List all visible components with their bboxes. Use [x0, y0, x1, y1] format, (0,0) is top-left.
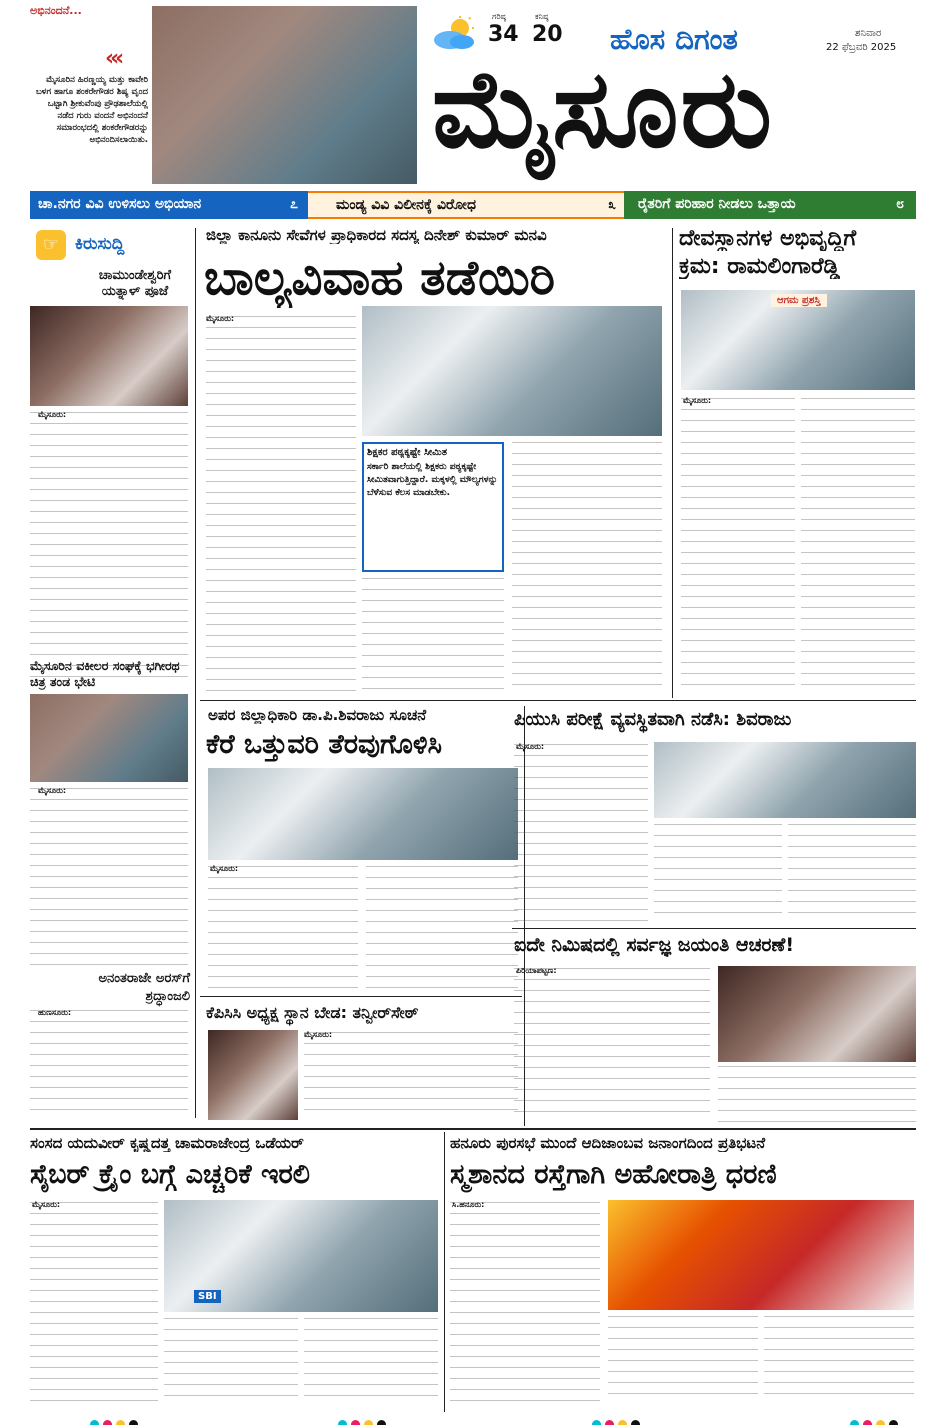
cremation-story — [448, 1132, 916, 1412]
story-dateline: ಮೈಸೂರು: — [32, 1200, 61, 1209]
story-headline: ಕೆರೆ ಒತ್ತುವರಿ ತೆರವುಗೊಳಿಸಿ — [206, 729, 442, 760]
story-kicker: ಸಂಸದ ಯದುವೀರ್ ಕೃಷ್ಣದತ್ತ ಚಾಮರಾಜೇಂದ್ರ ಒಡೆಯರ್ — [30, 1134, 304, 1152]
temp-min: 20 — [532, 22, 563, 47]
date: 22 ಫೆಬ್ರವರಿ 2025 — [826, 42, 897, 53]
story-body — [362, 578, 504, 691]
city-title: ಮೈಸೂರು — [432, 47, 774, 172]
divider — [444, 1132, 445, 1412]
lake-story — [200, 706, 522, 994]
masthead — [0, 0, 945, 185]
registration-marks — [88, 1414, 140, 1425]
left-column — [30, 228, 190, 1118]
chevron-left-icon: ‹‹‹ — [105, 46, 121, 71]
puc-story — [512, 706, 918, 926]
temp-min-label: ಕನಿಷ್ಠ — [535, 12, 549, 21]
cyber-story — [30, 1132, 440, 1412]
praise-box — [30, 4, 150, 182]
ticker-item — [624, 191, 916, 219]
sarvagna-photo — [718, 966, 916, 1062]
brief-label: ಕಿರುಸುದ್ದಿ — [75, 234, 125, 254]
divider — [200, 996, 522, 997]
lead-story — [200, 226, 668, 696]
story-headline: ದೇವಸ್ಥಾನಗಳ ಅಭಿವೃದ್ಧಿಗೆ — [679, 226, 857, 251]
bank-sign: SBI — [194, 1290, 221, 1303]
kpcc-photo — [208, 1030, 298, 1120]
story-headline: ಬಾಲ್ಯವಿವಾಹ ತಡೆಯಿರಿ — [204, 250, 555, 306]
ticker-page: ೮ — [896, 196, 904, 212]
praise-label: ಅಭಿನಂದನೆ... — [30, 4, 82, 17]
story-body — [208, 866, 358, 990]
story-headline: ಅನಂತರಾಜೇ ಅರಸ್‌ಗೆ ಶ್ರದ್ಧಾಂಜಲಿ — [98, 971, 190, 1004]
temple-story — [677, 226, 917, 696]
ticker-text: ಚಾ.ನಗರ ವಿವಿ ಉಳಿಸಲು ಅಭಿಯಾನ — [38, 196, 202, 212]
story-headline: ಕೆಪಿಸಿಸಿ ಅಧ್ಯಕ್ಷ ಸ್ಥಾನ ಬೇಡ: ತನ್ವೀರ್‌ಸೇಠ್ — [206, 1003, 419, 1022]
story-kicker: ಜಿಲ್ಲಾ ಕಾನೂನು ಸೇವೆಗಳ ಪ್ರಾಧಿಕಾರದ ಸದಸ್ಯ ದಿನೇಶ್ ಕುಮಾರ್ ಮನವಿ — [206, 226, 547, 244]
story-body — [164, 1318, 298, 1404]
story-headline: ಸೈಬರ್ ಕ್ರೈಂ ಬಗ್ಗೆ ಎಚ್ಚರಿಕೆ ಇರಲಿ — [30, 1159, 310, 1190]
story-dateline: ಸಿ.ಹನೂರು: — [452, 1200, 485, 1209]
divider — [200, 700, 916, 701]
hand-icon: ☞ — [36, 230, 66, 260]
lake-photo — [208, 768, 518, 860]
story-headline: ಮೈಸೂರಿನ ವಕೀಲರ ಸಂಘಕ್ಕೆ ಭಗೀರಥ ಚಿತ್ರ ತಂಡ ಭೇಟಿ — [30, 658, 180, 689]
story-dateline: ಮೈಸೂರು: — [206, 314, 235, 323]
ticker-item — [308, 191, 624, 219]
sarvagna-story — [512, 930, 918, 1126]
cremation-photo — [608, 1200, 914, 1310]
brief-header — [30, 228, 190, 262]
story-kicker: ಅಪರ ಜಿಲ್ಲಾಧಿಕಾರಿ ಡಾ.ಪಿ.ಶಿವರಾಜು ಸೂಚನೆ — [208, 706, 427, 724]
temp-max: 34 — [488, 22, 519, 47]
ticker-page: ೭ — [290, 196, 298, 212]
story-body — [788, 824, 916, 922]
ticker-item — [30, 191, 308, 219]
story-dateline: ಮೈಸೂರು: — [516, 742, 545, 751]
story-body — [366, 866, 518, 990]
registration-marks — [336, 1414, 388, 1425]
story-dateline: ಮೈಸೂರು: — [304, 1030, 333, 1039]
story-photo — [30, 694, 188, 782]
story-photo — [30, 306, 188, 406]
ticker-text: ರೈತರಿಗೆ ಪರಿಹಾರ ನೀಡಲು ಒತ್ತಾಯ — [638, 196, 796, 212]
divider — [512, 928, 916, 929]
temple-photo — [681, 290, 915, 390]
story-body — [512, 442, 662, 692]
story-body — [30, 412, 188, 682]
paper-name: ಹೊಸ ದಿಗಂತ — [610, 22, 738, 56]
ticker-page: ೩ — [608, 197, 616, 213]
story-body — [304, 1318, 438, 1404]
story-body — [654, 824, 782, 922]
story-dateline: ಮೈಸೂರು: — [38, 410, 67, 419]
story-headline: ಕ್ರಮ: ರಾಮಲಿಂಗಾರೆಡ್ಡಿ — [679, 254, 840, 279]
story-dateline: ಪಿರಿಯಾಪಟ್ಟಣ: — [516, 966, 557, 975]
story-body — [30, 1202, 158, 1404]
story-body — [681, 398, 795, 688]
story-body — [514, 744, 648, 922]
temple-banner: ಆಗಮ ಪ್ರಶಸ್ತಿ — [771, 294, 827, 307]
story-dateline: ಮೈಸೂರು: — [38, 786, 67, 795]
divider — [195, 228, 196, 1118]
story-headline: ಪಿಯುಸಿ ಪರೀಕ್ಷೆ ವ್ಯವಸ್ಥಿತವಾಗಿ ನಡೆಸಿ: ಶಿವರಾಜು — [514, 709, 792, 730]
story-body — [206, 316, 356, 691]
story-body — [718, 1066, 916, 1122]
divider — [672, 228, 673, 698]
story-headline: ಸ್ಮಶಾನದ ರಸ್ತೆಗಾಗಿ ಅಹೋರಾತ್ರಿ ಧರಣಿ — [450, 1159, 777, 1190]
registration-marks — [848, 1414, 900, 1425]
ticker-text: ಮಂಡ್ಯ ವಿವಿ ವಿಲೀನಕ್ಕೆ ವಿರೋಧ — [336, 197, 477, 213]
story-body — [608, 1316, 758, 1404]
pullquote — [362, 442, 504, 572]
story-body — [764, 1316, 914, 1404]
ticker-bar — [30, 191, 916, 219]
story-headline: ಚಾಮುಂಡೇಶ್ವರಿಗೆ ಯತ್ನಾಳ್ ಪೂಜೆ — [98, 268, 172, 299]
story-body — [801, 398, 915, 688]
pullquote-head: ಶಿಕ್ಷಕರ ಪಠ್ಯಕ್ಕಷ್ಟೇ ಸೀಮಿತ — [367, 447, 448, 458]
story-dateline: ಹುಣಸೂರು: — [38, 1008, 72, 1017]
story-kicker: ಹನೂರು ಪುರಸಭೆ ಮುಂದೆ ಆದಿಜಾಂಬವ ಜನಾಂಗದಿಂದ ಪ್ರತಿಭಟನೆ — [450, 1134, 766, 1152]
story-body — [304, 1032, 518, 1120]
story-dateline: ಮೈಸೂರು: — [210, 864, 239, 873]
cyber-photo — [164, 1200, 438, 1312]
story-body — [30, 1010, 188, 1116]
story-body — [450, 1202, 600, 1404]
story-body — [514, 968, 710, 1122]
story-dateline: ಮೈಸೂರು: — [683, 396, 712, 405]
praise-text: ಮೈಸೂರಿನ ಹಿರಣ್ಣಯ್ಯ ಮತ್ತು ಕಾವೇರಿ ಬಳಗ ಹಾಗೂ ಶಂಕರೇಗೌಡರ ಶಿಷ್ಯ ವೃಂದ ಒಟ್ಟಾಗಿ ಶ್ರೀಕುವೆಂಪು ಪ್ರೌಢಶಾಲೆಯಲ್ಲಿ ನಡೆದ ಗುರು ವಂದನೆ ಅಭಿನಂದನೆ ಸಮಾರಂಭದಲ್ಲಿ ಶಂಕರೇಗೌಡರನ್ನು ಅಭಿನಂದಿಸಲಾಯಿತು. — [35, 75, 148, 145]
story-body — [30, 788, 188, 968]
puc-photo — [654, 742, 916, 818]
pullquote-body: ಸರ್ಕಾರಿ ಶಾಲೆಯಲ್ಲಿ ಶಿಕ್ಷಕರು ಪಠ್ಯಕ್ಕಷ್ಟೇ ಸೀಮಿತವಾಗುತ್ತಿದ್ದಾರೆ. ಮಕ್ಕಳಲ್ಲಿ ಮೌಲ್ಯಗಳನ್ನು ಬೆಳೆಸುವ ಕೆಲಸ ಮಾಡಬೇಕು. — [367, 462, 498, 498]
kpcc-story — [200, 1000, 522, 1124]
temp-max-label: ಗರಿಷ್ಠ — [492, 12, 506, 21]
lead-photo — [362, 306, 662, 436]
registration-marks — [590, 1414, 642, 1425]
story-headline: ಐದೇ ನಿಮಿಷದಲ್ಲಿ ಸರ್ವಜ್ಞ ಜಯಂತಿ ಆಚರಣೆ! — [514, 934, 794, 956]
day: ಶನಿವಾರ — [855, 28, 882, 39]
divider — [30, 1128, 916, 1130]
praise-photo — [152, 6, 417, 184]
